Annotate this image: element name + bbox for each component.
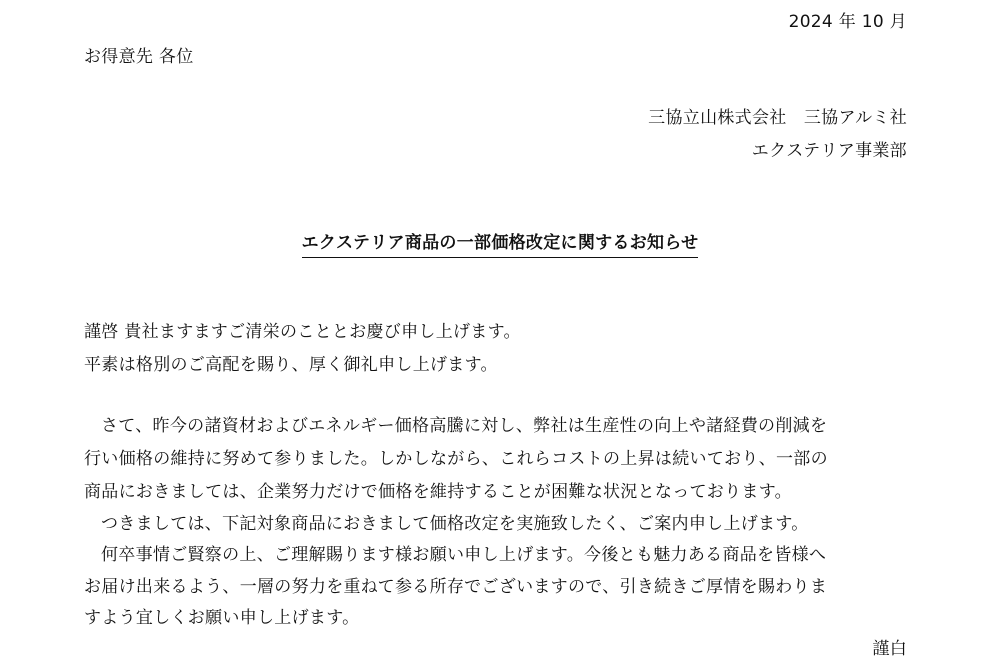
- document-title-wrapper: [0, 231, 1000, 258]
- closing-word: 謹白: [872, 639, 907, 659]
- paragraph-1-line-2: 行い価格の維持に努めて参りました。しかしながら、これらコストの上昇は続いており、一部の: [84, 449, 828, 469]
- addressee: お得意先 各位: [84, 47, 194, 67]
- paragraph-2-line-1: つきましては、下記対象商品におきまして価格改定を実施致したく、ご案内申し上げます。: [101, 514, 809, 534]
- paragraph-1-line-3: 商品におきましては、企業努力だけで価格を維持することが困難な状況となっております。: [84, 482, 792, 502]
- greeting-line-2: 平素は格別のご高配を賜り、厚く御礼申し上げます。: [84, 355, 498, 375]
- paragraph-3-line-2: お届け出来るよう、一層の努力を重ねて参る所存でございますので、引き続きご厚情を賜わりま: [84, 577, 828, 597]
- document-title: エクステリア商品の一部価格改定に関するお知らせ: [302, 231, 699, 258]
- greeting-line-1: 謹啓 貴社ますますご清栄のこととお慶び申し上げます。: [84, 322, 521, 342]
- paragraph-1-line-1: さて、昨今の諸資材およびエネルギー価格高騰に対し、弊社は生産性の向上や諸経費の削減を: [101, 416, 828, 436]
- paragraph-3-line-3: すよう宜しくお願い申し上げます。: [84, 608, 360, 628]
- company-name: 三協立山株式会社 三協アルミ社: [648, 108, 907, 128]
- department-name: エクステリア事業部: [751, 141, 907, 161]
- document-date: 2024 年 10 月: [788, 12, 907, 32]
- paragraph-3-line-1: 何卒事情ご賢察の上、ご理解賜ります様お願い申し上げます。今後とも魅力ある商品を皆様へ: [101, 545, 827, 565]
